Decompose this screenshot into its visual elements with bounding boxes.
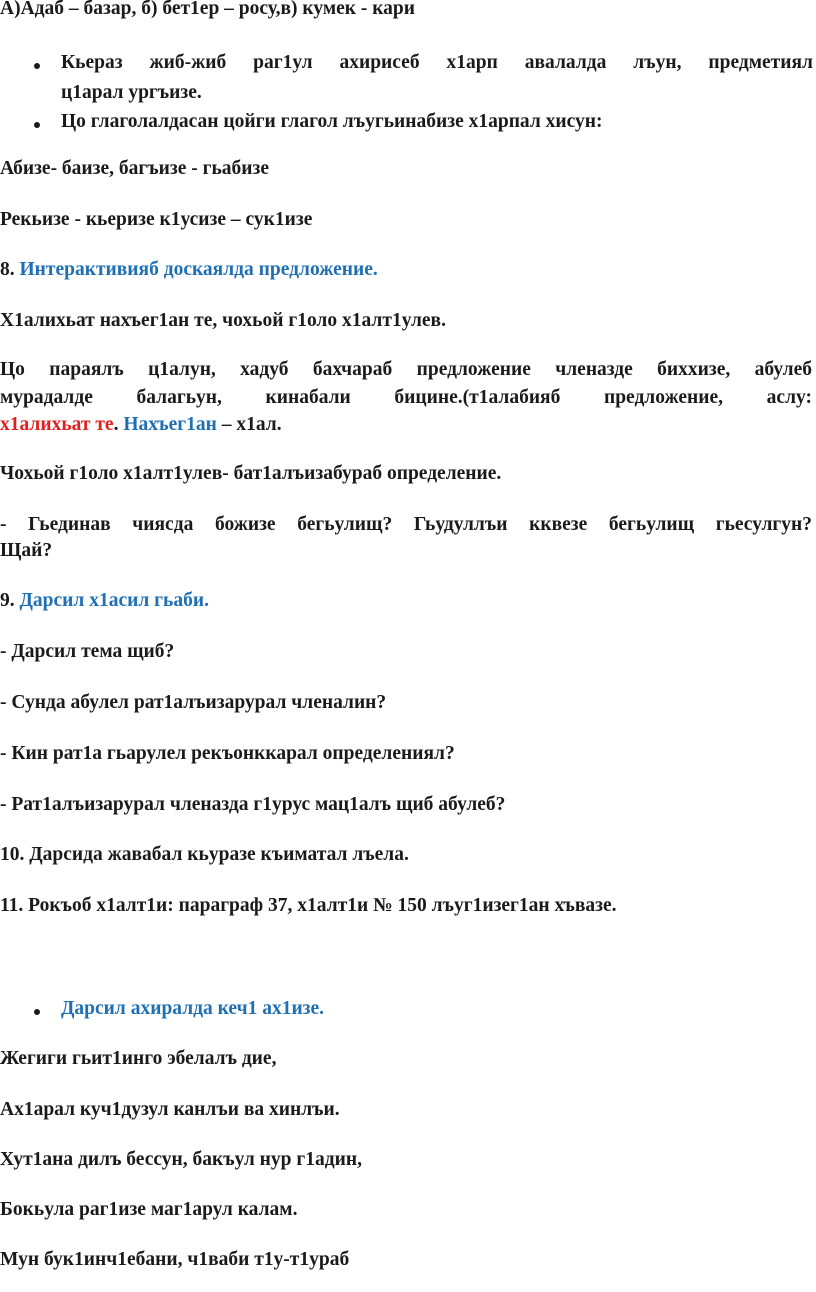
step-11: 11. Рокъоб х1алт1и: параграф 37, х1алт1и № 150 лъуг1изег1ан хъвазе. bbox=[0, 895, 617, 916]
section-9-number: 9. bbox=[0, 590, 15, 611]
verse-line-5: Мун бук1инч1ебани, ч1ваби т1у-т1ураб bbox=[0, 1249, 350, 1270]
question-5: - Рат1алъизарурал членазда г1урус мац1алъ щиб абулеб? bbox=[0, 794, 506, 815]
bullet-dot bbox=[34, 63, 40, 69]
question-1-line-2: Щай? bbox=[0, 540, 53, 561]
subject-highlight: х1алихьат те bbox=[0, 414, 114, 435]
bullet-item-1-line-2: ц1арал ургъизе. bbox=[61, 82, 202, 103]
section-9-heading bbox=[0, 587, 816, 615]
example-line-2: Рекьизе - кьеризе к1усизе – сук1изе bbox=[0, 209, 313, 230]
bullet-dot bbox=[34, 122, 40, 128]
verse-line-3: Хут1ана дилъ бессун, бакъул нур г1адин, bbox=[0, 1149, 362, 1170]
question-1-line-1: - Гьединав чиясда божизе бегьулищ? Гьудуллъи кквезе бегьулищ гьесулгун? bbox=[0, 514, 812, 535]
definition-line: Чохьой г1оло х1алт1улев- бат1алъизабураб определение. bbox=[0, 463, 502, 484]
punctuation: . bbox=[113, 414, 119, 435]
question-3: - Сунда абулел рат1алъизарурал членалин? bbox=[0, 692, 387, 713]
line-variants: А)Адаб – базар, б) бет1ер – росу,в) кумек - кари bbox=[0, 0, 416, 19]
task-paragraph-line-2: мурадалде балагьун, кинабали бицине.(т1алабияб предложение, аслу: bbox=[0, 387, 812, 408]
section-9-title: Дарсил х1асил гьаби. bbox=[19, 590, 209, 611]
adverbial-highlight: Нахъег1ан bbox=[123, 414, 217, 435]
board-sentence: Х1алихьат нахъег1ан те, чохьой г1оло х1алт1улев. bbox=[0, 310, 446, 331]
section-8-heading bbox=[0, 256, 816, 284]
step-10: 10. Дарсида жавабал кьуразе къиматал лъела. bbox=[0, 844, 409, 865]
bullet-dot bbox=[34, 1009, 40, 1015]
question-4: - Кин рат1а гьарулел рекъонккарал определениял? bbox=[0, 743, 455, 764]
verse-line-4: Бокьула раг1изе маг1арул калам. bbox=[0, 1199, 298, 1220]
question-2: - Дарсил тема щиб? bbox=[0, 641, 175, 662]
task-paragraph-line-3 bbox=[0, 411, 816, 439]
example-line-1: Абизе- баизе, багъизе - гьабизе bbox=[0, 158, 270, 179]
verse-line-1: Жегиги гьит1инго эбелалъ дие, bbox=[0, 1048, 277, 1069]
verse-line-2: Ах1арал куч1дузул канлъи ва хинлъи. bbox=[0, 1099, 340, 1120]
line-end: – х1ал. bbox=[221, 414, 282, 435]
task-paragraph-line-1: Цо параялъ ц1алун, хадуб бахчараб предложение членазде бихxизе, абулеб bbox=[0, 359, 812, 380]
section-8-number: 8. bbox=[0, 259, 15, 280]
section-8-title: Интерактивияб доскаялда предложение. bbox=[19, 259, 378, 280]
bullet-item-2: Цо глаголалдасан цойги глагол лъугьинабизе х1арпал хисун: bbox=[61, 111, 603, 132]
bullet-song: Дарсил ахиралда кеч1 ах1изе. bbox=[61, 998, 325, 1019]
bullet-item-1-line-1: Кьераз жиб-жиб раг1ул ахирисеб х1арп авалалда лъун, предметиял bbox=[61, 52, 813, 73]
